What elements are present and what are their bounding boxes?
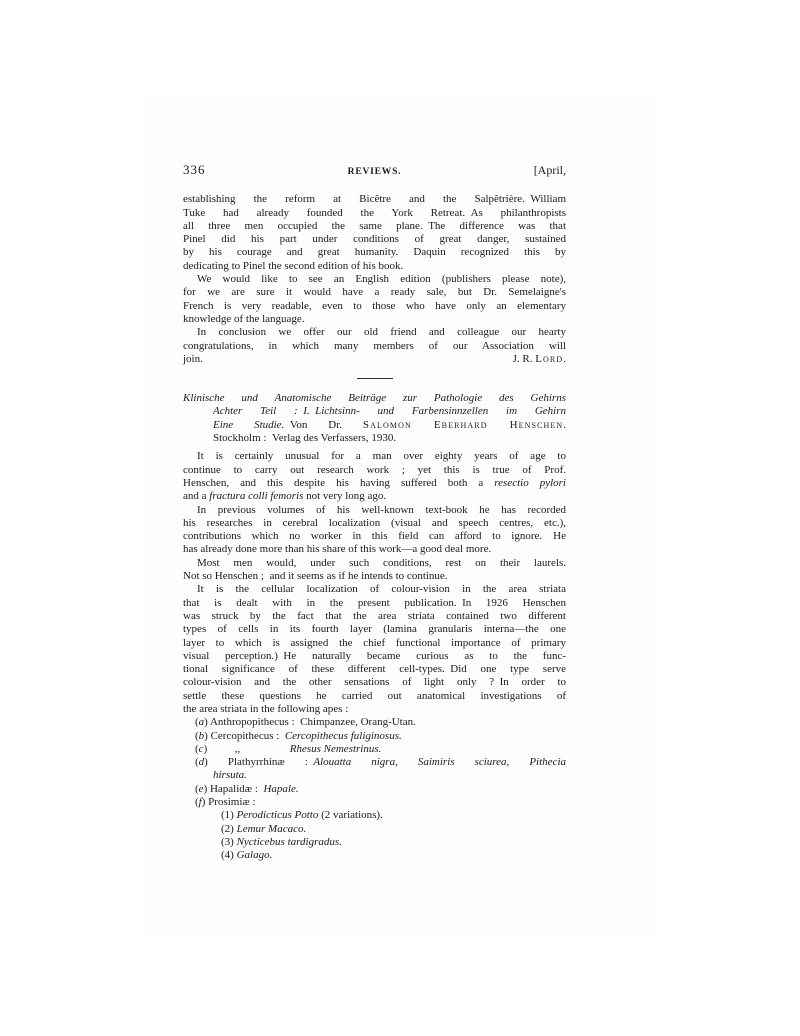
text-line: visual perception.) He naturally became curious as to the func- (183, 649, 566, 662)
species-item: (1) Perodicticus Potto (2 variations). (221, 809, 383, 822)
text-line: that is dealt with in the present publication. In 1926 Henschen (183, 596, 566, 609)
paragraph (183, 326, 566, 366)
page-number: 336 (183, 162, 206, 177)
running-header (183, 163, 566, 179)
paragraph (183, 273, 566, 326)
text-line: Pinel did his part under conditions of great danger, sustained (183, 233, 566, 246)
citation-line: Klinische und Anatomische Beiträge zur Pathologie des Gehirns (183, 392, 566, 405)
species-item: (d) Plathyrrhinæ : Alouatta nigra, Saimiris sciurea, Pithecia (195, 756, 566, 769)
paragraph (183, 504, 566, 557)
text-line: continue to carry out research work ; yet this is true of Prof. (183, 463, 566, 476)
signature-left: join. (183, 352, 203, 365)
text-line: tional significance of these different cell-types. Did one type serve (183, 663, 566, 676)
text-line: has already done more than his share of this work—a good deal more. (183, 543, 492, 556)
text-line: Tuke had already founded the York Retreat. As philanthropists (183, 206, 566, 219)
species-item: (c) ,, Rhesus Nemestrinus. (195, 742, 382, 755)
scanned-page (145, 97, 656, 936)
text-line: for we are sure it would have a ready sale, but Dr. Semelaigne's (183, 286, 566, 299)
review-citation (183, 392, 566, 445)
section-divider (357, 378, 393, 379)
reviewer-name: J. R. Lord. (512, 352, 566, 365)
text-line: layer to which is assigned the chief functional importance of primary (183, 636, 566, 649)
species-item: hirsuta. (213, 769, 247, 782)
paragraph (183, 450, 566, 503)
text-line: Not so Henschen ; and it seems as if he intends to continue. (183, 570, 448, 583)
paragraph (183, 583, 566, 716)
species-item: (e) Hapalidæ : Hapale. (195, 782, 299, 795)
species-item: (a) Anthropopithecus : Chimpanzee, Orang-Utan. (195, 716, 416, 729)
text-line: knowledge of the language. (183, 312, 305, 325)
text-line: his researches in cerebral localization (visual and speech centres, etc.), (183, 516, 566, 529)
issue-label: [April, (533, 163, 567, 177)
citation-line: Stockholm : Verlag des Verfassers, 1930. (213, 432, 397, 445)
paragraph (183, 193, 566, 273)
text-line: was struck by the fact that the area striata contained two different (183, 609, 566, 622)
text-line: Henschen, and this despite his having suffered both a resectio pylori (183, 476, 566, 489)
text-line: French is very readable, even to those who have only an elementary (183, 299, 566, 312)
text-line: all three men occupied the same plane. The difference was that (183, 219, 566, 232)
signature-line (183, 353, 566, 366)
species-item: (3) Nycticebus tardigradus. (221, 835, 342, 848)
text-line: In conclusion we offer our old friend and colleague our hearty (197, 326, 566, 339)
citation-line: Achter Teil : I. Lichtsinn- und Farbensinnzellen im Gehirn (213, 405, 566, 418)
species-item: (2) Lemur Macaco. (221, 822, 307, 835)
text-line: In previous volumes of his well-known text-book he has recorded (197, 503, 566, 516)
species-list (183, 716, 566, 862)
text-line: congratulations, in which many members of our Association will (183, 339, 566, 352)
text-line: types of cells in its fourth layer (lamina granularis interna—the one (183, 623, 566, 636)
review1-body (183, 193, 566, 366)
species-item: (b) Cercopithecus : Cercopithecus fuliginosus. (195, 729, 402, 742)
text-line: by his courage and great humanity. Daquin recognized this by (183, 246, 566, 259)
text-line: Most men would, under such conditions, rest on their laurels. (197, 556, 566, 569)
species-item: (4) Galago. (221, 849, 273, 862)
species-item: (f) Prosimiæ : (195, 796, 256, 809)
text-line: settle these questions he carried out anatomical investigations of (183, 689, 566, 702)
text-line: It is the cellular localization of colour-vision in the area striata (197, 583, 566, 596)
text-line: establishing the reform at Bicêtre and the Salpêtrière. William (183, 193, 566, 206)
text-line: and a fractura colli femoris not very long ago. (183, 490, 387, 503)
paragraph (183, 557, 566, 584)
text-column (183, 163, 566, 863)
text-line: contributions which no worker in this field can afford to ignore. He (183, 530, 566, 543)
text-line: colour-vision and the other sensations of light only ? In order to (183, 676, 566, 689)
review2-body (183, 450, 566, 716)
text-line: the area striata in the following apes : (183, 702, 349, 715)
citation-line: Eine Studie. Von Dr. Salomon Eberhard Henschen. (213, 418, 566, 431)
text-line: We would like to see an English edition (publishers please note), (197, 273, 566, 286)
section-title: REVIEWS. (347, 167, 402, 177)
text-line: dedicating to Pinel the second edition of his book. (183, 259, 404, 272)
text-line: It is certainly unusual for a man over eighty years of age to (197, 450, 566, 463)
